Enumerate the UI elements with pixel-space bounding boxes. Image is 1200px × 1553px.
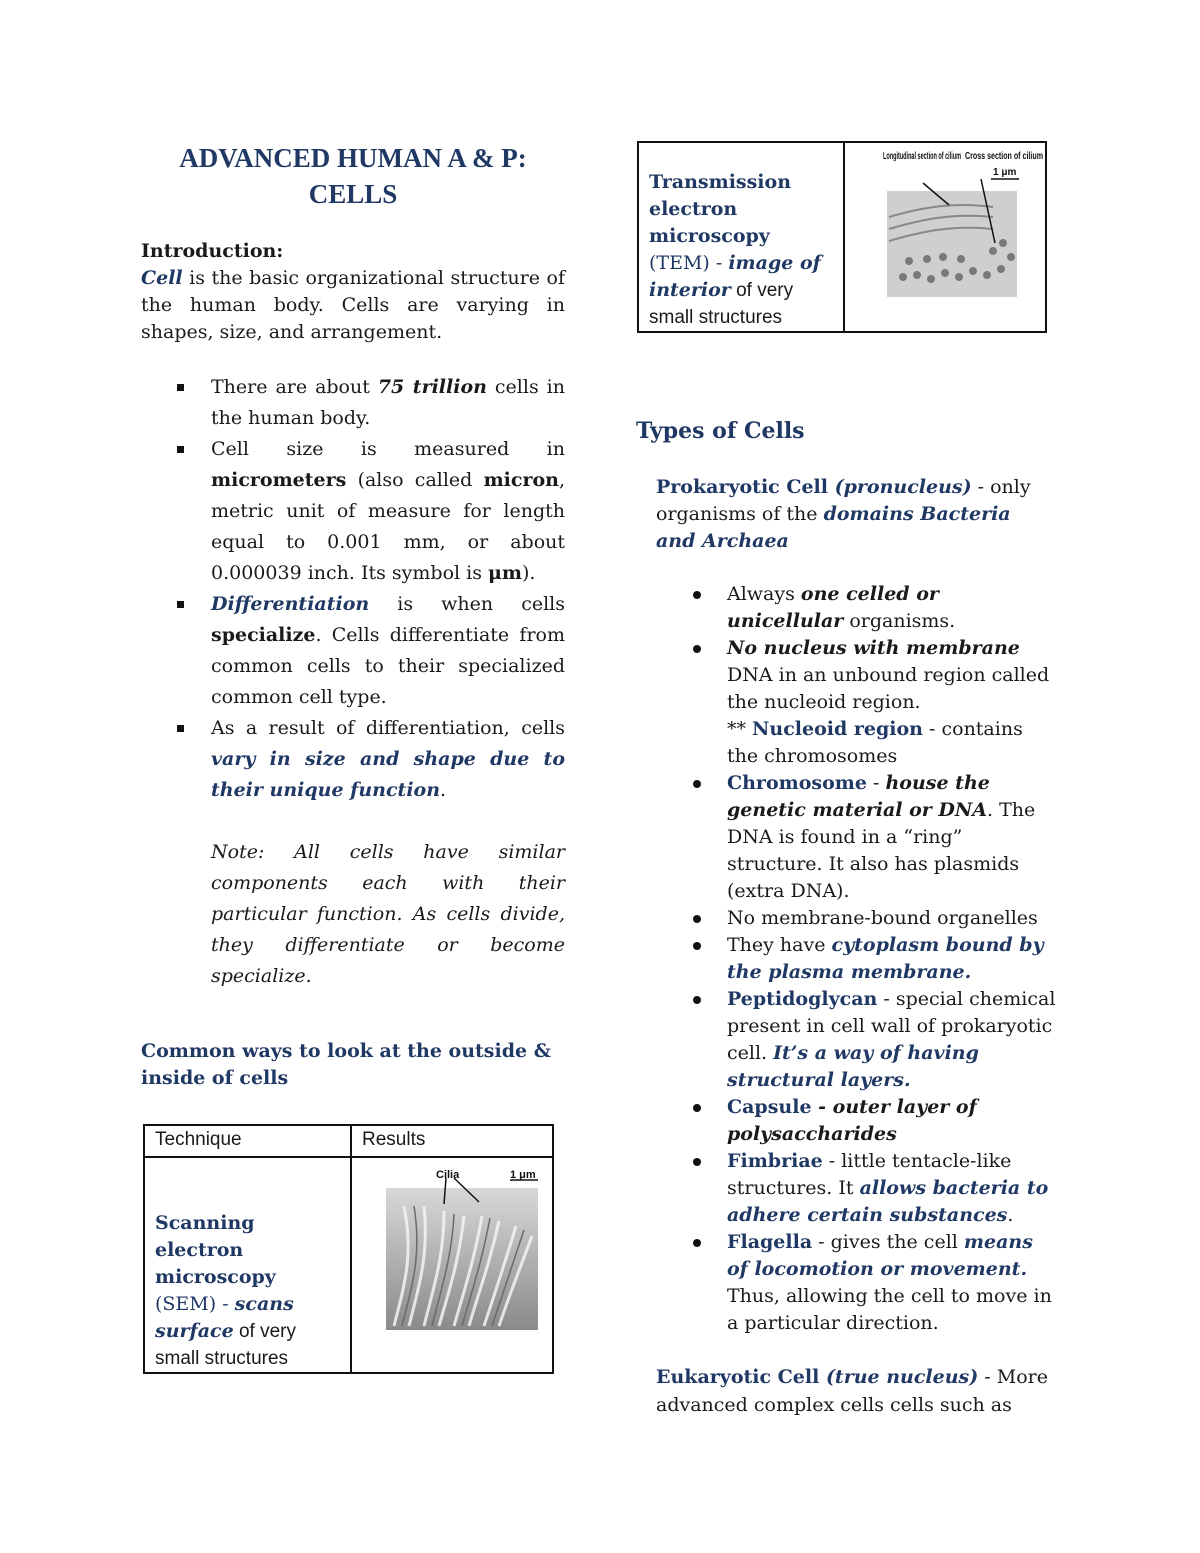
bullet-text: cells in the human body. bbox=[211, 376, 565, 429]
bullet-emphasis: vary in size and shape due to their unique function bbox=[211, 748, 565, 801]
intro-bullet-list bbox=[141, 372, 565, 992]
eukaryotic-term: Eukaryotic Cell bbox=[656, 1366, 826, 1388]
item-emphasis: means of locomotion or movement. bbox=[727, 1231, 1033, 1280]
round-bullet-icon bbox=[693, 1158, 701, 1166]
intro-text: is the basic organizational structure of the human body. Cells are varying in shapes, size, and arrangement. bbox=[141, 267, 565, 343]
square-bullet-icon bbox=[177, 384, 184, 391]
eukaryotic-text: - More advanced complex cells cells such as bbox=[656, 1366, 1048, 1416]
eukaryotic-definition bbox=[656, 1363, 1056, 1419]
sem-image-label: Cilia bbox=[436, 1169, 460, 1181]
list-item bbox=[727, 905, 1056, 932]
bullet-text: , metric unit of measure for length equal to 0.001 mm, or about 0.000039 inch. Its symbol is bbox=[211, 469, 565, 584]
note-text: Note: All cells have similar components each with their particular function. As cells divide, they differentiate or become specialize. bbox=[211, 841, 565, 987]
tem-technique-cell bbox=[638, 142, 844, 332]
round-bullet-icon bbox=[693, 942, 701, 950]
page-title bbox=[141, 140, 565, 212]
prokaryotic-features-list bbox=[636, 581, 1056, 1337]
bullet-text: ). bbox=[522, 562, 536, 584]
list-item bbox=[727, 635, 1056, 770]
bullet-emphasis: micron bbox=[483, 469, 559, 491]
item-text: - bbox=[866, 772, 886, 794]
sem-result-cell bbox=[351, 1157, 553, 1373]
cell-term: Cell bbox=[141, 267, 183, 289]
item-text: DNA in an unbound region called the nucleoid region. bbox=[727, 664, 1050, 713]
tem-image-label-cross: Cross section of cilium bbox=[965, 151, 1044, 162]
bullet-emphasis: 75 trillion bbox=[377, 376, 487, 398]
sem-name: Scanning electron microscopy bbox=[155, 1212, 276, 1288]
list-item bbox=[211, 434, 565, 589]
tem-desc-emphasis: interior bbox=[649, 279, 731, 301]
bullet-text: is when cells bbox=[369, 593, 565, 615]
list-item bbox=[727, 932, 1056, 986]
round-bullet-icon bbox=[693, 1104, 701, 1112]
item-emphasis: No nucleus with membrane bbox=[727, 637, 1020, 659]
title-line-2: CELLS bbox=[308, 179, 398, 209]
bullet-text: . Cells differentiate from common cells to their specialized common cell type. bbox=[211, 624, 565, 708]
list-item bbox=[211, 372, 565, 434]
tem-image-scale: 1 μm bbox=[993, 167, 1017, 178]
item-text: . bbox=[1007, 1204, 1014, 1226]
prokaryotic-paren: (pronucleus) bbox=[834, 476, 972, 498]
item-emphasis: Chromosome bbox=[727, 772, 867, 794]
item-emphasis: allows bacteria to adhere certain substances bbox=[727, 1177, 1049, 1226]
list-item bbox=[727, 1094, 1056, 1148]
list-item bbox=[727, 770, 1056, 905]
unit-symbol: μm bbox=[487, 562, 522, 584]
left-column bbox=[141, 140, 565, 1092]
square-bullet-icon bbox=[177, 601, 184, 608]
bullet-text: As a result of differentiation, cells bbox=[211, 717, 565, 739]
ways-heading: Common ways to look at the outside & inside of cells bbox=[141, 1040, 551, 1089]
bullet-text: (also called bbox=[346, 469, 484, 491]
list-item bbox=[727, 1148, 1056, 1229]
item-text: They have bbox=[727, 934, 832, 956]
item-text: ** bbox=[727, 718, 753, 740]
tem-desc: of very small structures bbox=[649, 280, 794, 328]
bullet-emphasis: micrometers bbox=[211, 469, 347, 491]
table-header-technique: Technique bbox=[144, 1125, 351, 1157]
round-bullet-icon bbox=[693, 1239, 701, 1247]
round-bullet-icon bbox=[693, 645, 701, 653]
prokaryotic-domains: domains Bacteria and Archaea bbox=[656, 503, 1011, 552]
sem-micrograph bbox=[352, 1158, 552, 1330]
sem-table bbox=[143, 1124, 554, 1374]
list-item bbox=[727, 986, 1056, 1094]
item-text: - little tentacle-like structures. It bbox=[727, 1150, 1012, 1199]
item-text: No membrane-bound organelles bbox=[727, 907, 1038, 929]
square-bullet-icon bbox=[177, 725, 184, 732]
right-column bbox=[636, 416, 1056, 1419]
round-bullet-icon bbox=[693, 915, 701, 923]
item-text: - special chemical present in cell wall of prokaryotic cell. bbox=[727, 988, 1056, 1064]
round-bullet-icon bbox=[693, 996, 701, 1004]
list-item bbox=[211, 713, 565, 992]
item-text: - contains the chromosomes bbox=[727, 718, 1023, 767]
prokaryotic-term: Prokaryotic Cell bbox=[656, 476, 835, 498]
tem-name: Transmission electron microscopy bbox=[649, 171, 792, 247]
tem-micrograph-image bbox=[883, 147, 1045, 297]
item-emphasis: It’s a way of having structural layers. bbox=[727, 1042, 979, 1091]
item-emphasis: - outer layer of polysaccharides bbox=[727, 1096, 977, 1145]
sem-image-scale: 1 μm bbox=[510, 1169, 536, 1181]
list-item bbox=[727, 1229, 1056, 1337]
item-text: organisms. bbox=[843, 610, 956, 632]
bullet-text: . bbox=[440, 779, 447, 801]
item-text: - gives the cell bbox=[812, 1231, 964, 1253]
round-bullet-icon bbox=[693, 780, 701, 788]
table-header-results: Results bbox=[351, 1125, 553, 1157]
intro-paragraph bbox=[141, 265, 565, 346]
bullet-emphasis: Differentiation bbox=[211, 593, 370, 615]
tem-desc-emphasis: image of bbox=[728, 252, 821, 274]
title-line-1: ADVANCED HUMAN A & P: bbox=[179, 143, 527, 173]
tem-micrograph bbox=[845, 143, 1045, 297]
item-emphasis: one celled or unicellular bbox=[727, 583, 939, 632]
sem-micrograph-image bbox=[384, 1166, 540, 1330]
tem-result-cell bbox=[844, 142, 1046, 332]
eukaryotic-paren: (true nucleus) bbox=[825, 1366, 979, 1388]
item-emphasis: house the genetic material or DNA bbox=[727, 772, 990, 821]
tem-image-label-longitudinal: Longitudinal section of cilium bbox=[883, 151, 962, 162]
item-emphasis: Peptidoglycan bbox=[727, 988, 878, 1010]
sem-desc-emphasis: scans surface bbox=[155, 1293, 294, 1342]
intro-heading: Introduction: bbox=[141, 240, 284, 262]
bullet-text: Cell size is measured in bbox=[211, 438, 565, 460]
item-text: Always bbox=[727, 583, 801, 605]
item-emphasis: Fimbriae bbox=[727, 1150, 823, 1172]
round-bullet-icon bbox=[693, 591, 701, 599]
item-emphasis: Flagella bbox=[727, 1231, 813, 1253]
list-item bbox=[727, 581, 1056, 635]
sem-desc: of very small structures bbox=[155, 1321, 296, 1369]
bullet-text: There are about bbox=[211, 376, 378, 398]
item-emphasis: Nucleoid region bbox=[752, 718, 923, 740]
tem-table bbox=[637, 141, 1047, 333]
sem-abbr: (SEM) - bbox=[155, 1293, 235, 1315]
bullet-emphasis: specialize bbox=[211, 624, 316, 646]
item-emphasis: cytoplasm bound by the plasma membrane. bbox=[727, 934, 1044, 983]
types-heading: Types of Cells bbox=[636, 418, 805, 444]
item-text: . The DNA is found in a “ring” structure. It also has plasmids (extra DNA). bbox=[727, 799, 1036, 902]
item-text: Thus, allowing the cell to move in a particular direction. bbox=[727, 1285, 1052, 1334]
tem-abbr: (TEM) - bbox=[649, 252, 729, 274]
square-bullet-icon bbox=[177, 446, 184, 453]
item-emphasis: Capsule bbox=[727, 1096, 812, 1118]
prokaryotic-definition bbox=[656, 474, 1056, 555]
sem-technique-cell bbox=[144, 1157, 351, 1373]
list-item bbox=[211, 589, 565, 713]
prokaryotic-text: - only organisms of the bbox=[656, 476, 1031, 525]
